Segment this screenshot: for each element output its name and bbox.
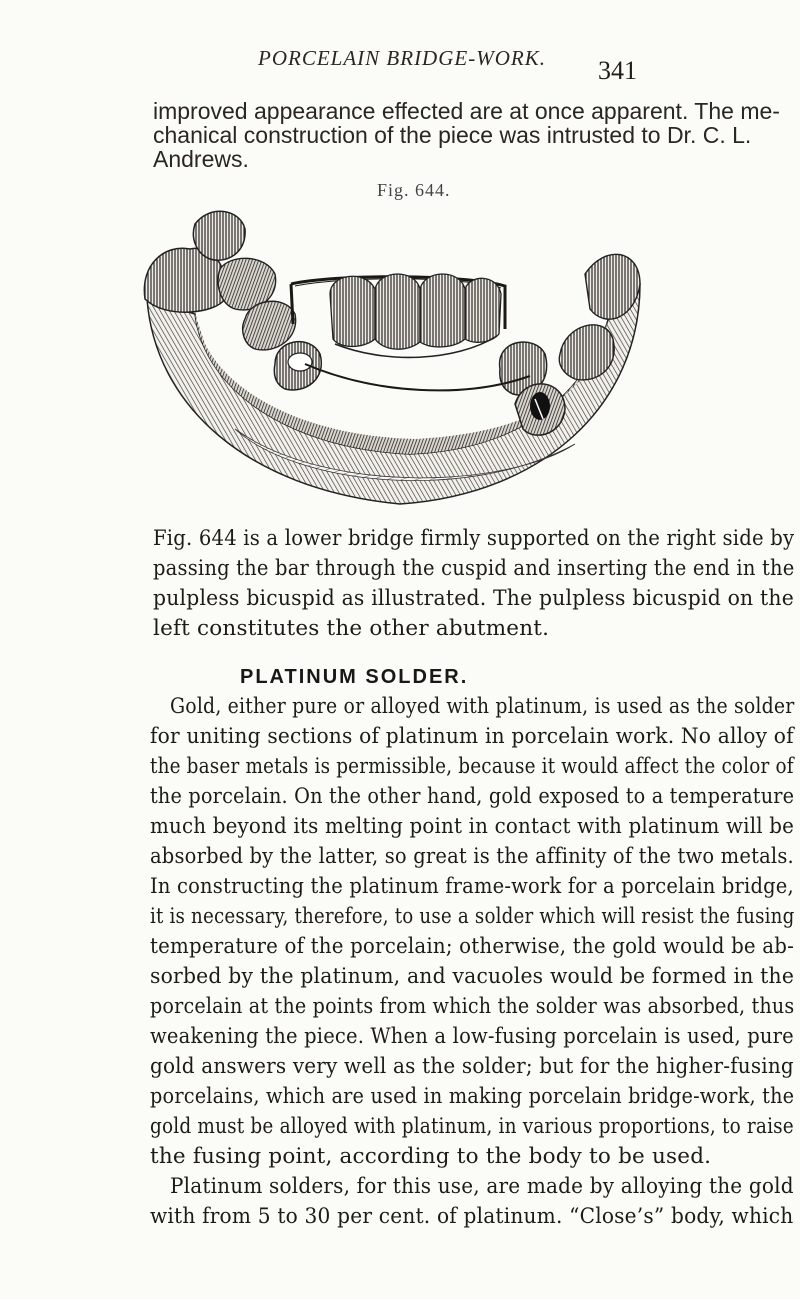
caption-line: Fig. 644 is a lower bridge firmly supported on the right side by xyxy=(153,526,795,551)
caption-line: pulpless bicuspid as illustrated. The pulpless bicuspid on the xyxy=(153,586,794,611)
body-line: Gold, either pure or alloyed with platinum, is used as the solder xyxy=(170,694,795,719)
intro-line: improved appearance effected are at once apparent. The me- xyxy=(153,98,780,124)
body-line: with from 5 to 30 per cent. of platinum. “Close’s” body, which xyxy=(150,1204,794,1229)
body-line: porcelain at the points from which the solder was absorbed, thus xyxy=(150,994,795,1019)
section-heading: PLATINUM SOLDER. xyxy=(240,666,469,688)
body-line: weakening the piece. When a low-fusing porcelain is used, pure xyxy=(150,1024,794,1049)
body-line: the fusing point, according to the body to be used. xyxy=(150,1144,712,1169)
body-line: the baser metals is permissible, because it would affect the color of xyxy=(150,754,794,779)
caption-line: left constitutes the other abutment. xyxy=(153,616,550,641)
lower-bridge-illustration xyxy=(135,204,670,524)
body-line: gold must be alloyed with platinum, in various proportions, to raise xyxy=(150,1114,794,1139)
body-line: it is necessary, therefore, to use a solder which will resist the fusing xyxy=(150,904,795,929)
body-line: much beyond its melting point in contact with platinum will be xyxy=(150,814,795,839)
body-line: porcelains, which are used in making porcelain bridge-work, the xyxy=(150,1084,795,1109)
page-number: 341 xyxy=(598,56,637,85)
body-line: temperature of the porcelain; otherwise, the gold would be ab- xyxy=(150,934,795,959)
intro-line: chanical construction of the piece was intrusted to Dr. C. L. xyxy=(153,122,752,148)
body-line: sorbed by the platinum, and vacuoles would be formed in the xyxy=(150,964,795,989)
body-line: Platinum solders, for this use, are made by alloying the gold xyxy=(170,1174,794,1199)
figure-label: Fig. 644. xyxy=(377,180,451,200)
body-line: In constructing the platinum frame-work for a porcelain bridge, xyxy=(150,874,794,899)
lower-jaw-engraving xyxy=(135,204,670,524)
caption-line: passing the bar through the cuspid and inserting the end in the xyxy=(153,556,795,581)
body-line: the porcelain. On the other hand, gold exposed to a temperature xyxy=(150,784,795,809)
running-title: PORCELAIN BRIDGE-WORK. xyxy=(258,46,546,70)
body-line: for uniting sections of platinum in porcelain work. No alloy of xyxy=(150,724,794,749)
running-head xyxy=(0,46,800,86)
intro-line: Andrews. xyxy=(153,146,249,172)
body-line: absorbed by the latter, so great is the affinity of the two metals. xyxy=(150,844,794,869)
body-line: gold answers very well as the solder; but for the higher-fusing xyxy=(150,1054,794,1079)
